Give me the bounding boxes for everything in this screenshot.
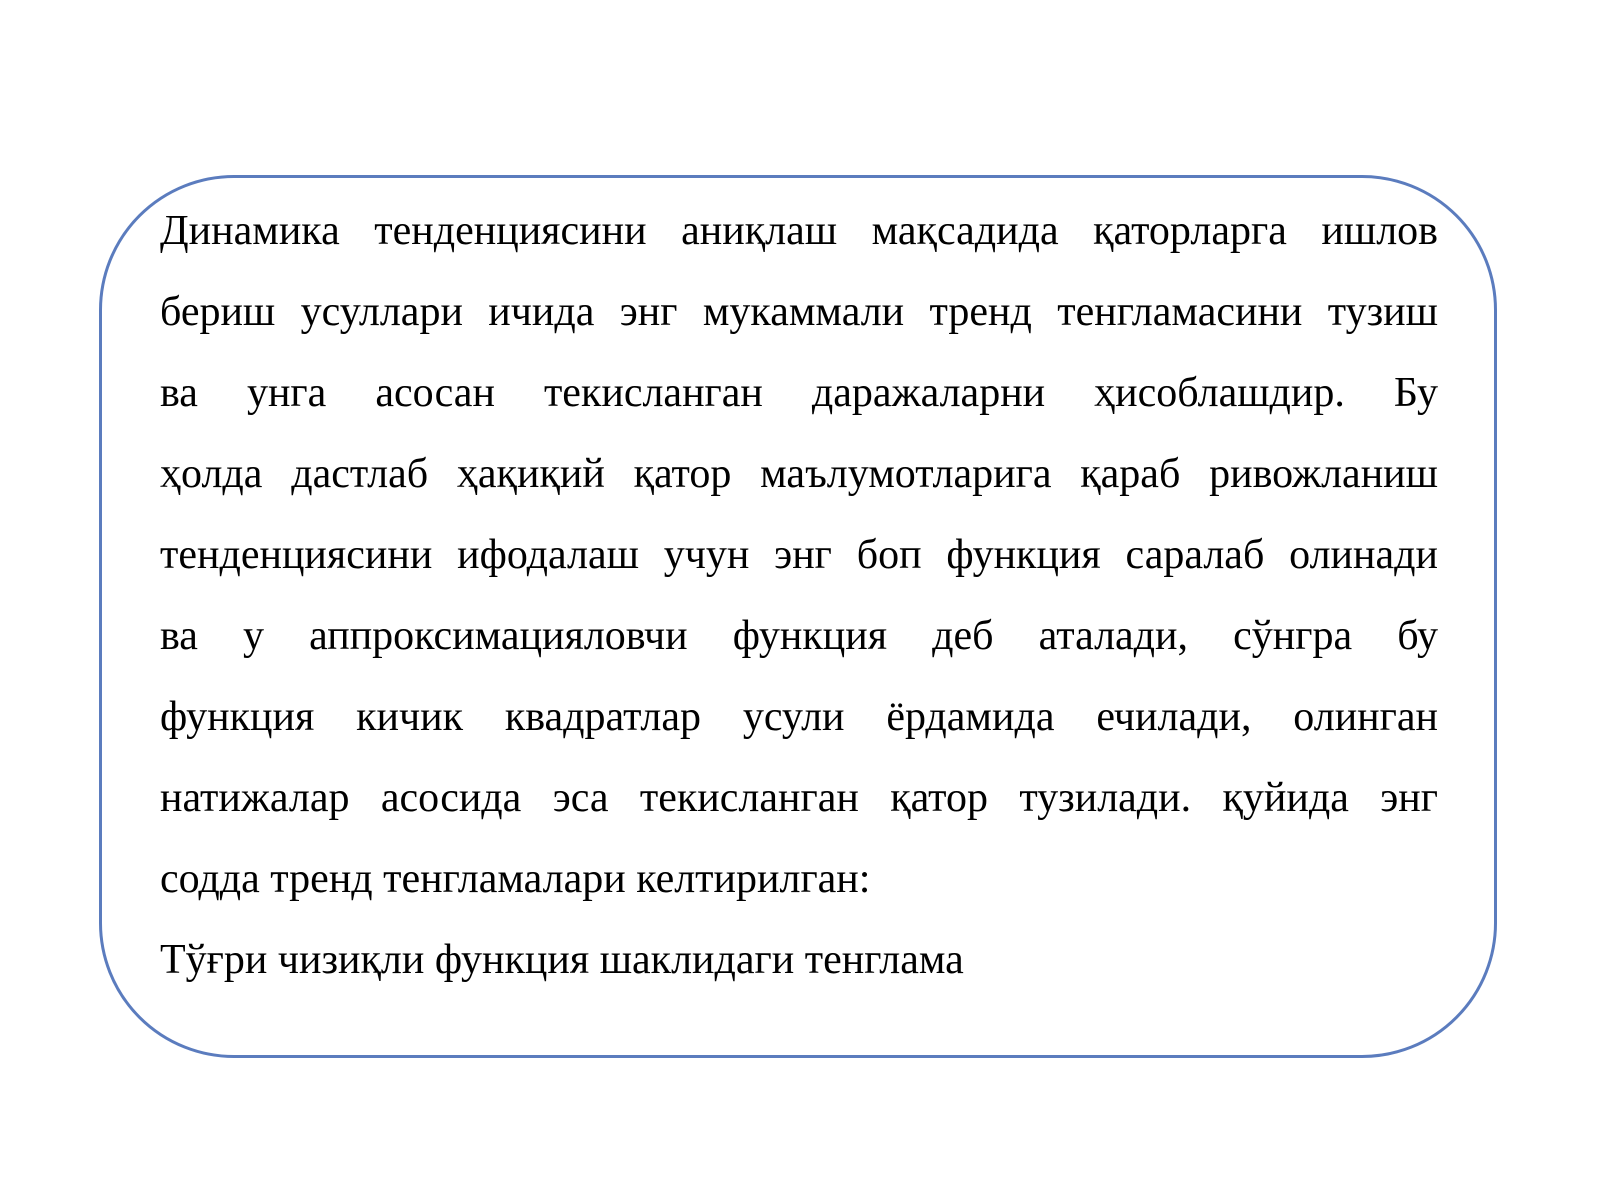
paragraph-line-4: ҳолда дастлаб ҳақиқий қатор маълумотларига қараб ривожланиш [160,451,1438,497]
paragraph-line-3: ва унга асосан текисланган даражаларни ҳисоблашдир. Бу [160,370,1438,416]
paragraph-line-5: тенденциясини ифодалаш учун энг боп функция саралаб олинади [160,532,1438,578]
paragraph-line-7: функция кичик квадратлар усули ёрдамида ечилади, олинган [160,694,1438,740]
paragraph-line-8: натижалар асосида эса текисланган қатор тузилади. қуйида энг [160,775,1438,821]
paragraph-line-1: Динамика тенденциясини аниқлаш мақсадида қаторларга ишлов [160,208,1438,254]
document-text [160,191,1438,1001]
paragraph-line-6: ва у аппроксимацияловчи функция деб аталади, сўнгра бу [160,613,1438,659]
section-heading: Тўғри чизиқли функция шаклидаги тенглама [160,937,964,983]
paragraph-line-9: содда тренд тенгламалари келтирилган: [160,856,871,902]
paragraph-line-2: бериш усуллари ичида энг мукаммали тренд тенгламасини тузиш [160,289,1438,335]
